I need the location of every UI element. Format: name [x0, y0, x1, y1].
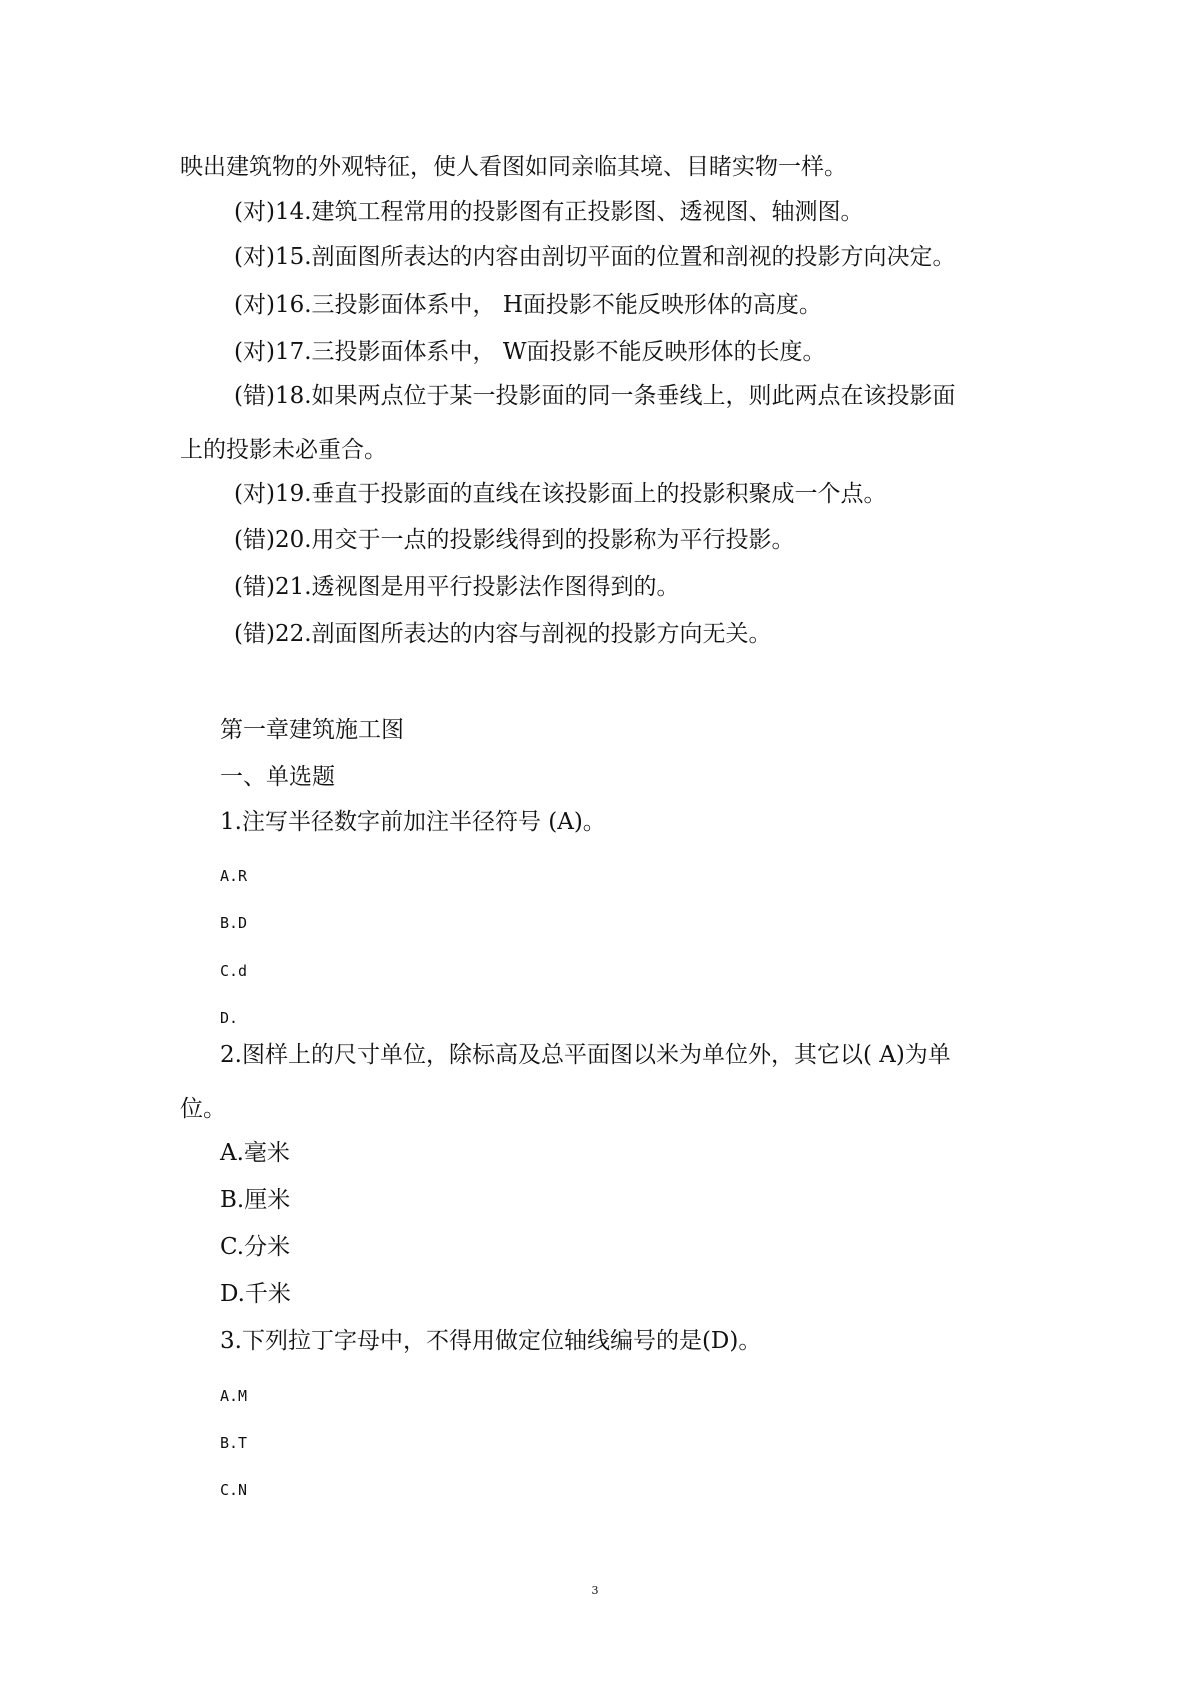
question-2-option-c: C.分米	[220, 1234, 291, 1260]
section-title: 一、单选题	[220, 764, 335, 790]
judgement-item-22: (错)22.剖面图所表达的内容与剖视的投影方向无关。	[234, 621, 772, 647]
paragraph-continuation: 映出建筑物的外观特征，使人看图如同亲临其境、目睹实物一样。	[180, 154, 847, 180]
question-2-stem-line2: 位。	[180, 1096, 226, 1122]
judgement-item-15: (对)15.剖面图所表达的内容由剖切平面的位置和剖视的投影方向决定。	[234, 244, 956, 270]
page-number: 3	[591, 1584, 599, 1597]
question-3-option-a: A.M	[220, 1387, 248, 1405]
judgement-item-19: (对)19.垂直于投影面的直线在该投影面上的投影积聚成一个点。	[234, 481, 887, 507]
judgement-item-18-continuation: 上的投影未必重合。	[180, 437, 387, 463]
question-1-stem: 1.注写半径数字前加注半径符号 (A)。	[220, 809, 606, 835]
question-2-stem-line1: 2.图样上的尺寸单位，除标高及总平面图以米为单位外，其它以( A)为单	[220, 1042, 951, 1068]
judgement-item-16: (对)16.三投影面体系中， H面投影不能反映形体的高度。	[234, 292, 822, 318]
judgement-item-21: (错)21.透视图是用平行投影法作图得到的。	[234, 574, 680, 600]
judgement-item-17: (对)17.三投影面体系中， W面投影不能反映形体的长度。	[234, 339, 826, 365]
judgement-item-18: (错)18.如果两点位于某一投影面的同一条垂线上，则此两点在该投影面	[234, 383, 956, 409]
question-1-option-a: A.R	[220, 867, 248, 885]
chapter-title: 第一章建筑施工图	[220, 717, 404, 743]
judgement-item-14: (对)14.建筑工程常用的投影图有正投影图、透视图、轴测图。	[234, 199, 864, 225]
question-3-stem: 3.下列拉丁字母中，不得用做定位轴线编号的是(D)。	[220, 1328, 762, 1354]
judgement-item-20: (错)20.用交于一点的投影线得到的投影称为平行投影。	[234, 527, 795, 553]
question-1-option-d: D.	[220, 1009, 239, 1027]
question-3-option-c: C.N	[220, 1481, 248, 1499]
question-1-option-c: C.d	[220, 962, 248, 980]
question-2-option-d: D.千米	[220, 1281, 291, 1307]
question-3-option-b: B.T	[220, 1434, 248, 1452]
question-1-option-b: B.D	[220, 914, 248, 932]
question-2-option-a: A.毫米	[220, 1140, 290, 1166]
question-2-option-b: B.厘米	[220, 1187, 291, 1213]
